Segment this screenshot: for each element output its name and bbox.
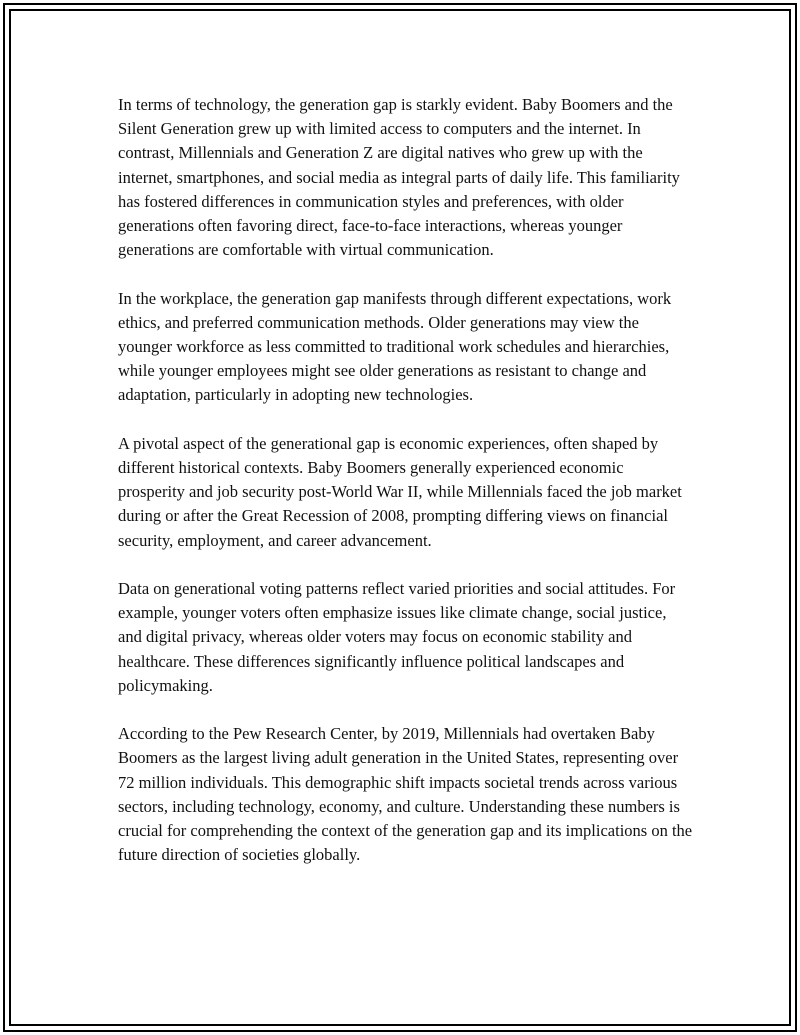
paragraph-voting: Data on generational voting patterns reflect varied priorities and social attitudes. For example, younger voters often emphasize issues like climate change, social justice, and digital privacy, whereas older voters may focus on economic stability and healthcare. These differences significantly influence political landscapes and policymaking. [118, 579, 676, 695]
document-body [118, 93, 693, 867]
paragraph-pew-research: According to the Pew Research Center, by 2019, Millennials had overtaken Baby Boomers as the largest living adult generation in the United States, representing over 72 million individuals. This demographic shift impacts societal trends across various sectors, including technology, economy, and culture. Understanding these numbers is crucial for comprehending the context of the generation gap and its implications on the future direction of societies globally. [118, 724, 693, 865]
paragraph-workplace: In the workplace, the generation gap manifests through different expectations, work ethics, and preferred communication methods. Older generations may view the younger workforce as less committed to traditional work schedules and hierarchies, while younger employees might see older generations as resistant to change and adaptation, particularly in adopting new technologies. [118, 288, 672, 405]
paragraph-economic: A pivotal aspect of the generational gap is economic experiences, often shaped by different historical contexts. Baby Boomers generally experienced economic prosperity and job security post-World War II, while Millennials faced the job market during or after the Great Recession of 2008, prompting differing views on financial security, employment, and career advancement. [118, 433, 682, 550]
paragraph-technology: In terms of technology, the generation gap is starkly evident. Baby Boomers and the Silent Generation grew up with limited access to computers and the internet. In contrast, Millennials and Generation Z are digital natives who grew up with the internet, smartphones, and social media as integral parts of daily life. This familiarity has fostered differences in communication styles and preferences, with older generations often favoring direct, face-to-face interactions, whereas younger generations are comfortable with virtual communication. [118, 95, 680, 260]
